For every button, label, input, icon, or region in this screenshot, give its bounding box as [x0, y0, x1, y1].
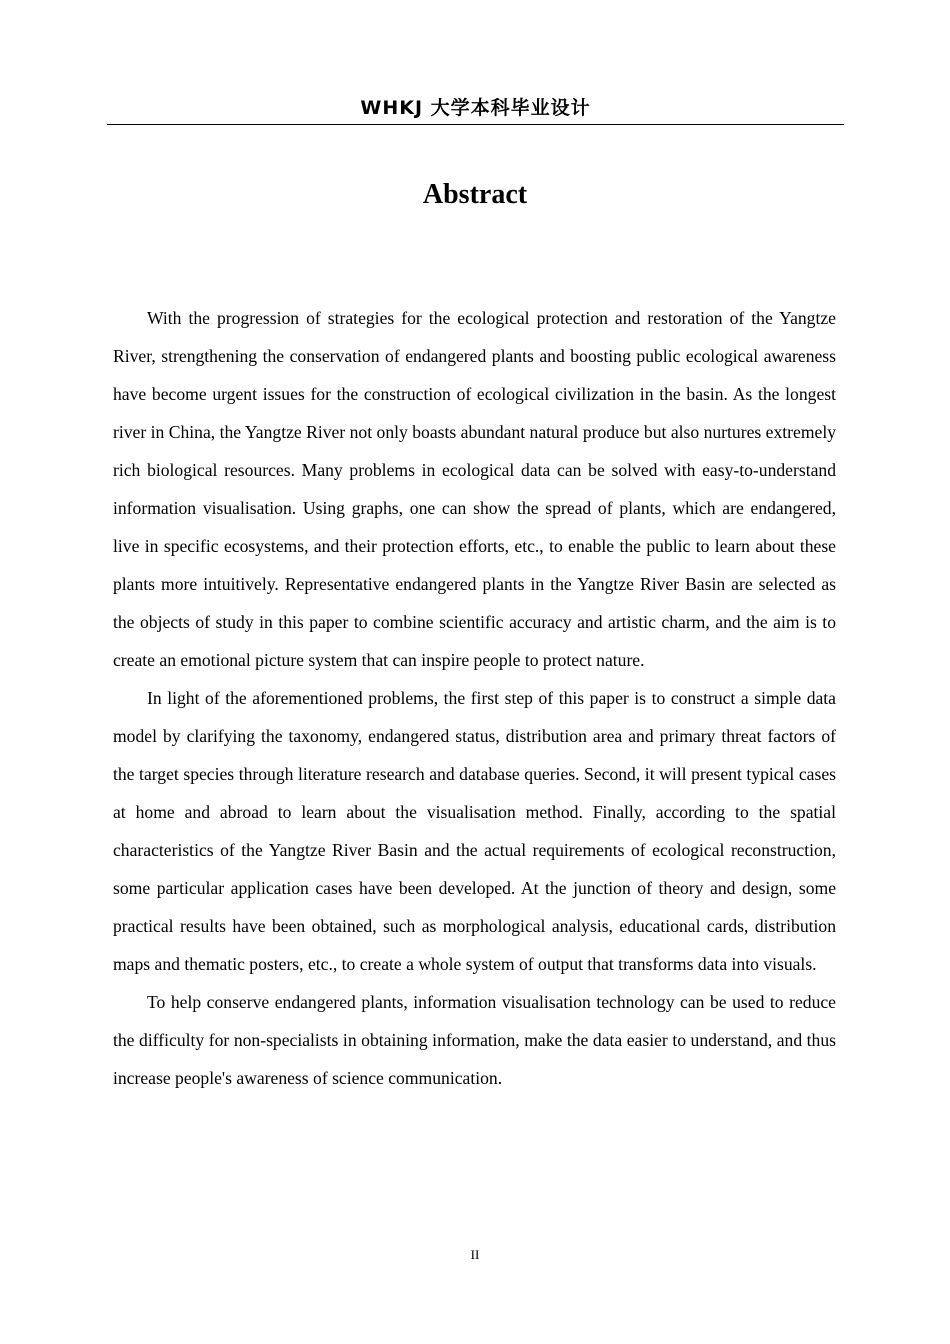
abstract-body [113, 299, 836, 1097]
abstract-paragraph-1: With the progression of strategies for the ecological protection and restoration of the Yangtze River, strengthening the conservation of endangered plants and boosting public ecological awareness have become urgent issues for the construction of ecological civilization in the basin. As the longest river in China, the Yangtze River not only boasts abundant natural produce but also nurtures extremely rich biological resources. Many problems in ecological data can be solved with easy-to-understand information visualisation. Using graphs, one can show the spread of plants, which are endangered, live in specific ecosystems, and their protection efforts, etc., to enable the public to learn about these plants more intuitively. Representative endangered plants in the Yangtze River Basin are selected as the objects of study in this paper to combine scientific accuracy and artistic charm, and the aim is to create an emotional picture system that can inspire people to protect nature. [113, 308, 836, 670]
page-number: II [470, 1247, 480, 1262]
abstract-paragraph-3: To help conserve endangered plants, information visualisation technology can be used to reduce the difficulty for non-specialists in obtaining information, make the data easier to understand, and thus increase people's awareness of science communication. [113, 992, 836, 1088]
running-header [107, 92, 844, 125]
page-title: Abstract [422, 179, 528, 210]
abstract-paragraph-2: In light of the aforementioned problems, the first step of this paper is to construct a simple data model by clarifying the taxonomy, endangered status, distribution area and primary threat factors of the target species through literature research and database queries. Second, it will present typical cases at home and abroad to learn about the visualisation method. Finally, according to the spatial characteristics of the Yangtze River Basin and the actual requirements of ecological reconstruction, some particular application cases have been developed. At the junction of theory and design, some practical results have been obtained, such as morphological analysis, educational cards, distribution maps and thematic posters, etc., to create a whole system of output that transforms data into visuals. [113, 688, 836, 974]
header-text: WHKJ 大学本科毕业设计 [360, 97, 591, 119]
